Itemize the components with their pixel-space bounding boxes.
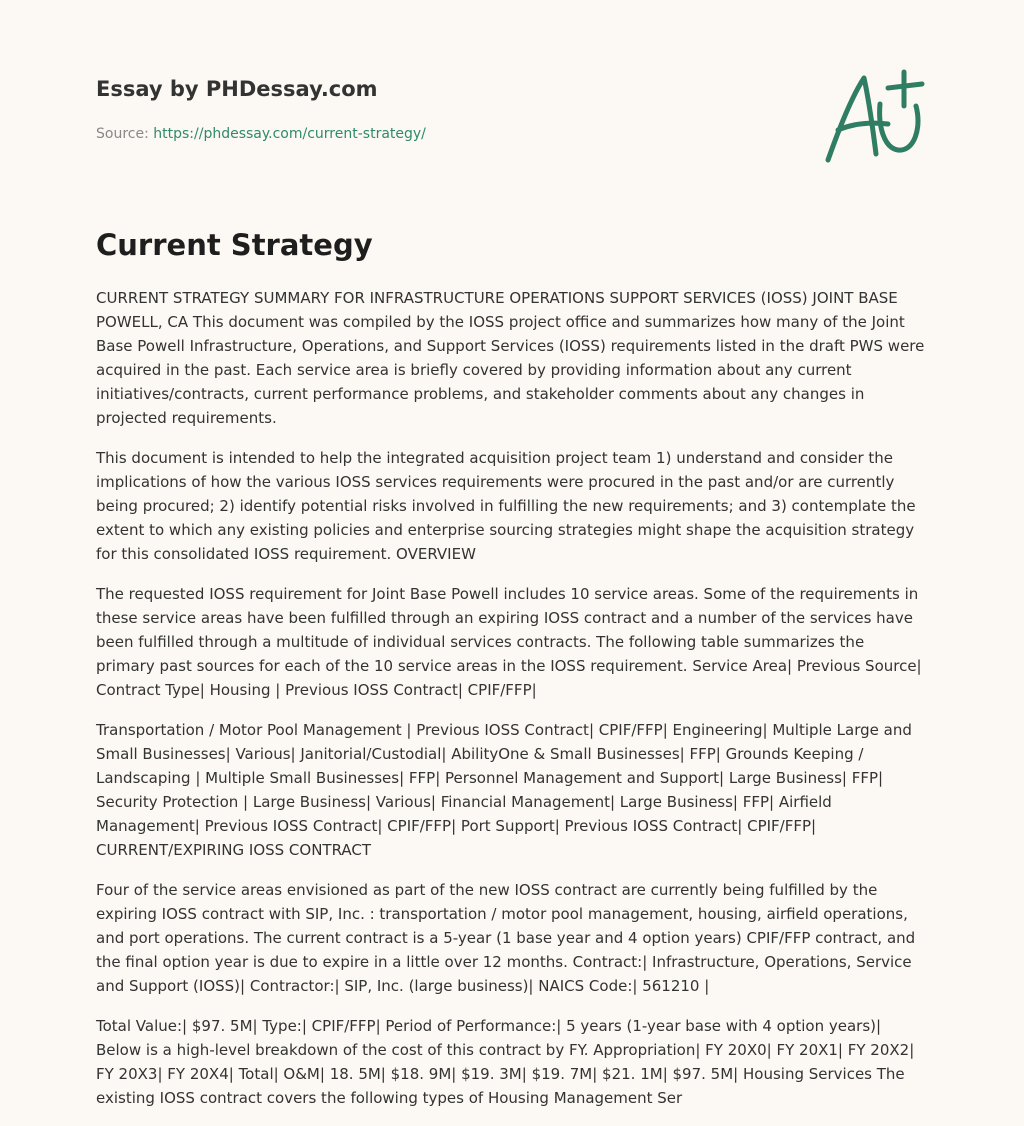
a-plus-grade-icon — [818, 66, 930, 166]
source-link[interactable]: https://phdessay.com/current-strategy/ — [153, 126, 426, 142]
paragraph: This document is intended to help the integrated acquisition project team 1) understand and consider the implications of how the various IOSS services requirements were procured in the past and/or are currently being procured; 2) identify potential risks involved in fulfilling the new requirements; and 3) contemplate the extent to which any existing policies and enterprise sourcing strategies might shape the acquisition strategy for this consolidated IOSS requirement. OVERVIEW — [96, 449, 916, 563]
article-title: Current Strategy — [96, 228, 373, 262]
source-line — [96, 124, 796, 144]
paragraph: The requested IOSS requirement for Joint Base Powell includes 10 service areas. Some of the requirements in these service areas have been fulfilled through an expiring IOSS contract and a number of the services have been fulfilled through a multitude of individual services contracts. The following table summarizes the primary past sources for each of the 10 service areas in the IOSS requirement. Service Area| Previous Source| Contract Type| Housing | Previous IOSS Contract| CPIF/FFP| — [96, 585, 922, 699]
brand-title: Essay by PHDessay.com — [96, 77, 378, 101]
paragraph: Transportation / Motor Pool Management | Previous IOSS Contract| CPIF/FFP| Engineering| Multiple Large and Small Businesses| Various| Janitorial/Custodial| AbilityOne & Small Businesses| FFP| Grounds Keeping / Landscaping | Multiple Small Businesses| FFP| Personnel Management and Support| Large Business| FFP| Security Protection | Large Business| Various| Financial Management| Large Business| FFP| Airfield Management| Previous IOSS Contract| CPIF/FFP| Port Support| Previous IOSS Contract| CPIF/FFP| CURRENT/EXPIRING IOSS CONTRACT — [96, 721, 912, 859]
source-label: Source: — [96, 126, 149, 142]
essay-header — [96, 74, 796, 144]
paragraph: Total Value:| $97. 5M| Type:| CPIF/FFP| Period of Performance:| 5 years (1-year base with 4 option years)| Below is a high-level breakdown of the cost of this contract by FY. Appropriation| FY 20X0| FY 20X1| FY 20X2| FY 20X3| FY 20X4| Total| O&M| 18. 5M| $18. 9M| $19. 3M| $19. 7M| $21. 1M| $97. 5M| Housing Services The existing IOSS contract covers the following types of Housing Management Ser — [96, 1017, 915, 1107]
paragraph: Four of the service areas envisioned as part of the new IOSS contract are currently being fulfilled by the expiring IOSS contract with SIP, Inc. : transportation / motor pool management, housing, airfield operations, and port operations. The current contract is a 5-year (1 base year and 4 option years) CPIF/FFP contract, and the final option year is due to expire in a little over 12 months. Contract:| Infrastructure, Operations, Service and Support (IOSS)| Contractor:| SIP, Inc. (large business)| NAICS Code:| 561210 | — [96, 881, 916, 995]
paragraph: CURRENT STRATEGY SUMMARY FOR INFRASTRUCTURE OPERATIONS SUPPORT SERVICES (IOSS) JOINT BASE POWELL, CA This document was compiled by the IOSS project office and summarizes how many of the Joint Base Powell Infrastructure, Operations, and Support Services (IOSS) requirements listed in the draft PWS were acquired in the past. Each service area is briefly covered by providing information about any current initiatives/contracts, current performance problems, and stakeholder comments about any changes in projected requirements. — [96, 289, 925, 427]
article-body — [96, 286, 926, 1126]
